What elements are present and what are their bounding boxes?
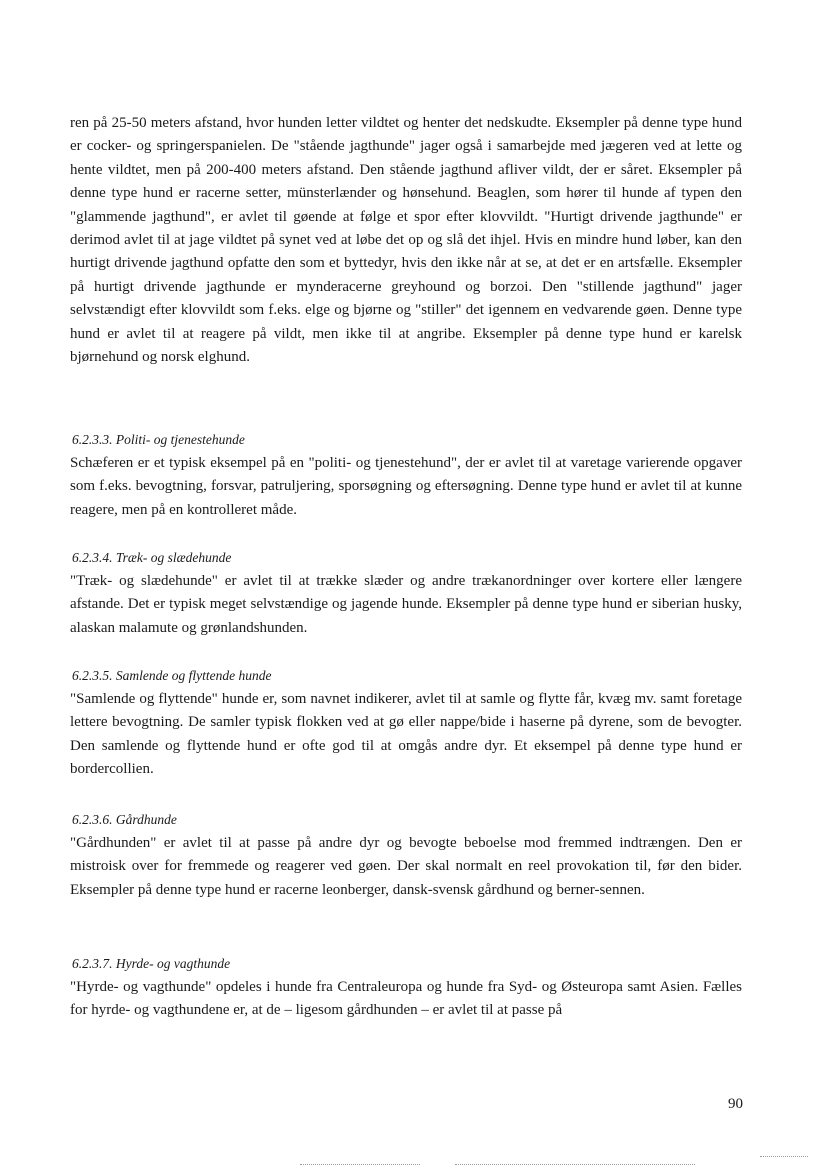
- section-heading-6-2-3-3: 6.2.3.3. Politi- og tjenestehunde: [72, 432, 245, 447]
- section-heading-6-2-3-7: 6.2.3.7. Hyrde- og vagthunde: [72, 956, 231, 971]
- paragraph-politi: Schæferen er et typisk eksempel på en "politi- og tjenestehund", der er avlet til at varetage varierende opgaver som f.eks. bevogtning, forsvar, patruljering, sporsøgning og eftersøgning. Denne type hund er avlet til at kunne reagere, men på en kontrolleret måde.: [70, 455, 742, 518]
- paragraph-traek: "Træk- og slædehunde" er avlet til at trække slæder og andre trækanordninger over kortere eller længere afstande. Det er typisk meget selvstændige og jagende hunde. Eksempler på denne type hund er siberian husky, alaskan malamute og grønlandshunden.: [70, 573, 742, 636]
- paragraph-hyrde: "Hyrde- og vagthunde" opdeles i hunde fra Centraleuropa og hunde fra Syd- og Østeuropa samt Asien. Fælles for hyrde- og vagthundene er, at de – ligesom gårdhunden – er avlet til at passe på: [70, 979, 742, 1019]
- page-number: 90: [728, 1096, 743, 1112]
- paragraph-intro: ren på 25-50 meters afstand, hvor hunden letter vildtet og henter det nedskudte. Eksempler på denne type hund er cocker- og springerspanielen. De "stående jagthunde" jager også i samarbejde med jægeren ved at lette og hente vildtet, men på 200-400 meters afstand. Den stående jagthund afliver vildt, der er såret. Eksempler på denne type hund er racerne setter, münsterlænder og hønsehund. Beaglen, som hører til hunde af typen den "glammende jagthund", er avlet til gøende at følge et spor efter klovvildt. "Hurtigt drivende jagthunde" er derimod avlet til at jage vildtet på synet ved at løbe det op og slå det ihjel. Hvis en mindre hund løber, kan den hurtigt drivende jagthund opfatte den som et byttedyr, hvis den ikke når at se, at det er en artsfælle. Eksempler på hurtigt drivende jagthunde er mynderacerne greyhound og borzoi. Den "stillende jagthund" jager selvstændigt efter klovvildt som f.eks. elge og bjørne og "stiller" det igennem en vedvarende gøen. Denne type hund er avlet til at reagere på vildt, men ikke til at angribe. Eksempler på denne type hund er karelsk bjørnehund og norsk elghund.: [70, 115, 742, 366]
- section-heading-6-2-3-4: 6.2.3.4. Træk- og slædehunde: [72, 550, 232, 565]
- section-heading-6-2-3-5: 6.2.3.5. Samlende og flyttende hunde: [72, 668, 272, 683]
- paragraph-samlende: "Samlende og flyttende" hunde er, som navnet indikerer, avlet til at samle og flytte får, kvæg mv. samt foretage lettere bevogtning. De samler typisk flokken ved at gø eller nappe/bide i haserne på dyrene, som de bevogter. Den samlende og flyttende hund er ofte god til at omgås andre dyr. Et eksempel på denne type hund er bordercollien.: [70, 691, 742, 778]
- section-heading-6-2-3-6: 6.2.3.6. Gårdhunde: [72, 812, 177, 827]
- paragraph-gaard: "Gårdhunden" er avlet til at passe på andre dyr og bevogte beboelse mod fremmed indtrængen. Den er mistroisk over for fremmede og reagerer ved gøen. Der skal normalt en reel provokation til, før den bider. Eksempler på denne type hund er racerne leonberger, dansk-svensk gårdhund og berner-sennen.: [70, 835, 742, 898]
- scan-artifact-dots: [455, 1164, 695, 1165]
- scan-artifact-dots: [760, 1156, 808, 1157]
- scan-artifact-dots: [300, 1164, 420, 1165]
